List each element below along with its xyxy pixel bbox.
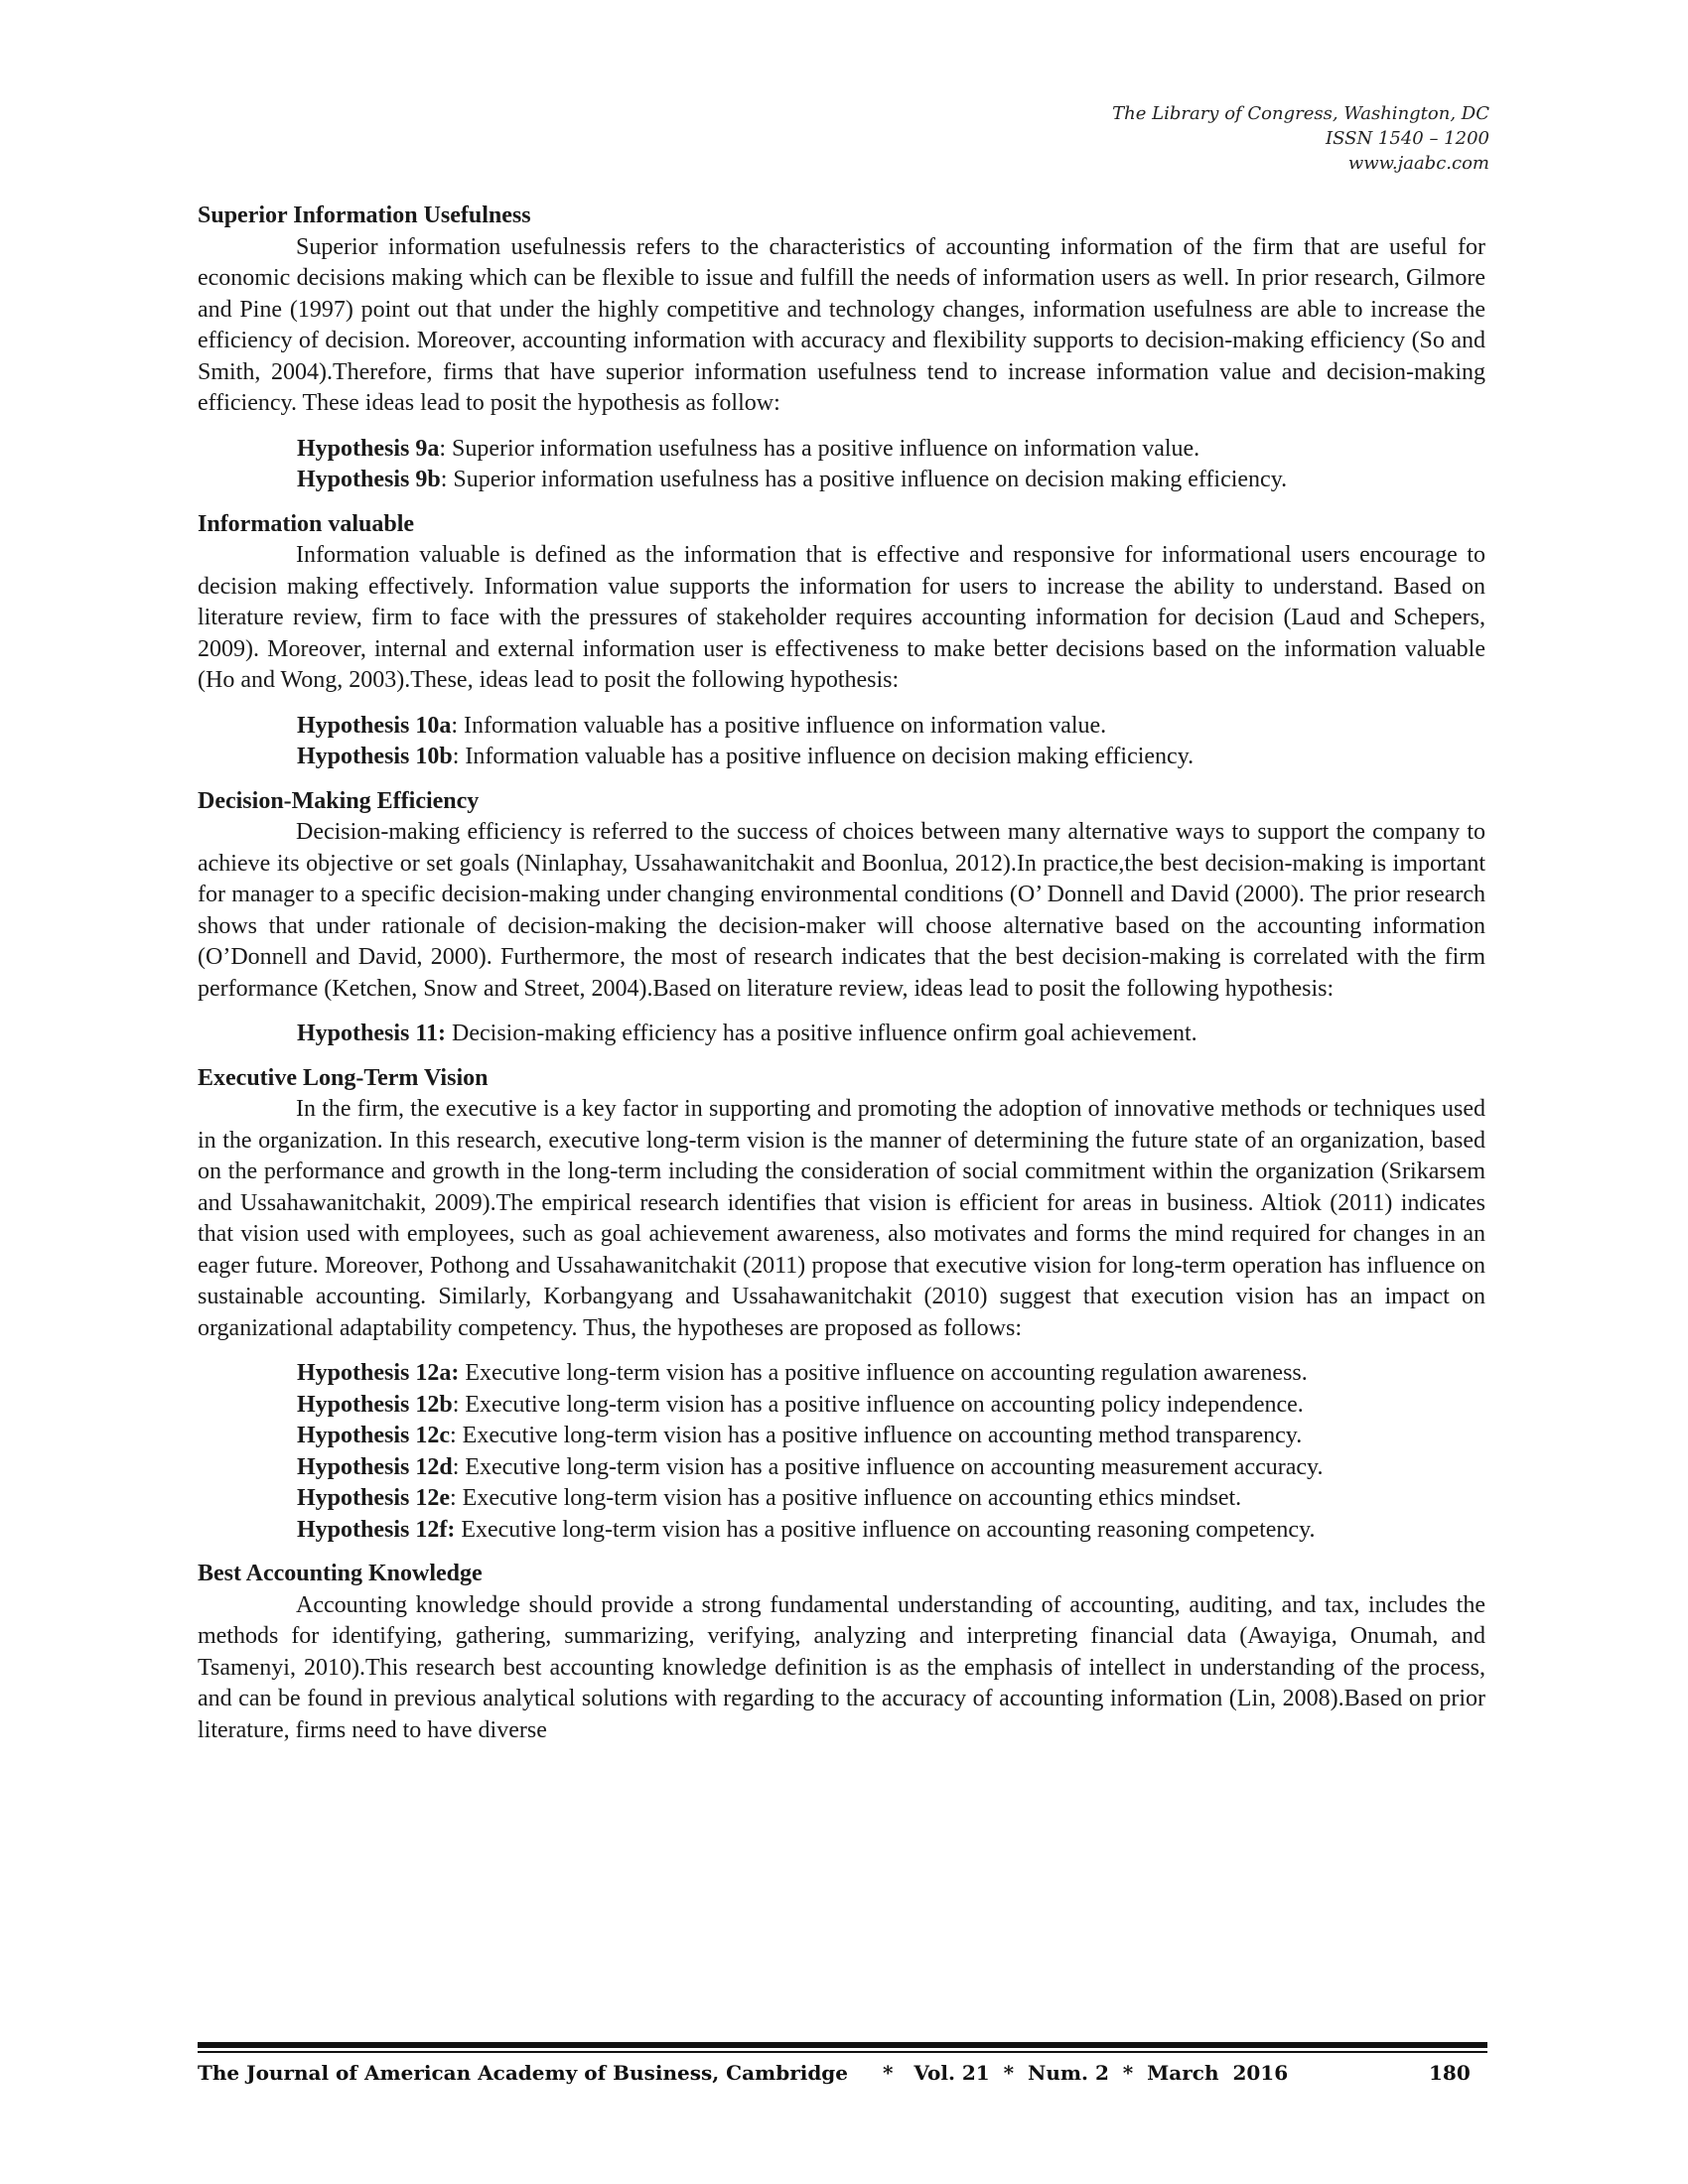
section-paragraph: Superior information usefulnessis refers to the characteristics of accounting information of the firm that are useful for economic decisions making which can be flexible to issue and fulfill the needs of information users as well. In prior research, Gilmore and Pine (1997) point out that under the highly competitive and technology changes, information usefulness are able to increase the efficiency of decision. Moreover, accounting information with accuracy and flexibility supports to decision-making efficiency (So and Smith, 2004).Therefore, firms that have superior information usefulness tend to increase information value and decision-making efficiency. These ideas lead to posit the hypothesis as follow: <box>198 233 1485 416</box>
hypothesis-label: Hypothesis 10a <box>297 712 452 739</box>
section-paragraph: Information valuable is defined as the information that is effective and responsive for informational users encourage to decision making effectively. Information value supports the information for users to increase the ability to understand. Based on literature review, firm to face with the pressures of stakeholder requires accounting information for decision (Laud and Schepers, 2009). Moreover, internal and external information user is effectiveness to make better decisions based on the information valuable (Ho and Wong, 2003).These, ideas lead to posit the following hypothesis: <box>198 542 1485 693</box>
hypothesis-item <box>198 1358 1485 1390</box>
section-heading: Best Accounting Knowledge <box>198 1561 483 1586</box>
hypothesis-label: Hypothesis 12a: <box>297 1360 460 1386</box>
running-footer <box>198 2058 1487 2088</box>
section-information-valuable <box>198 509 1485 773</box>
hypothesis-item <box>198 711 1485 743</box>
section-heading: Superior Information Usefulness <box>198 203 531 228</box>
hypothesis-list <box>198 1358 1485 1546</box>
hypothesis-label: Hypothesis 12c <box>297 1423 451 1448</box>
section-heading: Executive Long-Term Vision <box>198 1064 489 1091</box>
hypothesis-text: : Information valuable has a positive influence on decision making efficiency. <box>452 744 1195 769</box>
hypothesis-list <box>198 434 1485 496</box>
hypothesis-item <box>198 1390 1485 1422</box>
hypothesis-text: Decision-making efficiency has a positive influence onfirm goal achievement. <box>446 1021 1197 1046</box>
section-superior-information-usefulness <box>198 201 1485 496</box>
hypothesis-text: : Superior information usefulness has a positive influence on information value. <box>439 435 1200 462</box>
header-library: The Library of Congress, Washington, DC <box>1112 103 1489 124</box>
hypothesis-list <box>198 711 1485 773</box>
hypothesis-item <box>198 434 1485 466</box>
hypothesis-list <box>198 1019 1485 1050</box>
section-paragraph: In the firm, the executive is a key factor in supporting and promoting the adoption of innovative methods or techniques used in the organization. In this research, executive long-term vision is the manner of determining the future state of an organization, based on the performance and growth in the long-term including the consideration of social commitment within the organization (Srikarsem and Ussahawanitchakit, 2009).The empirical research identifies that vision is efficient for areas in business. Altiok (2011) indicates that vision used with employees, such as goal achievement awareness, also motivates and forms the mind required for changes in an eager future. Moreover, Pothong and Ussahawanitchakit (2011) propose that executive vision for long-term operation has influence on sustainable accounting. Similarly, Korbangyang and Ussahawanitchakit (2010) suggest that execution vision has an impact on organizational adaptability competency. Thus, the hypotheses are proposed as follows: <box>198 1096 1485 1341</box>
hypothesis-text: : Executive long-term vision has a positive influence on accounting policy independence. <box>452 1391 1304 1418</box>
hypothesis-item <box>198 742 1485 773</box>
hypothesis-item <box>198 1483 1485 1515</box>
hypothesis-text: : Superior information usefulness has a positive influence on decision making efficiency. <box>440 467 1288 492</box>
hypothesis-label: Hypothesis 9b <box>297 467 441 492</box>
hypothesis-label: Hypothesis 11: <box>297 1021 447 1046</box>
hypothesis-label: Hypothesis 12f: <box>297 1516 456 1543</box>
hypothesis-text: Executive long-term vision has a positive influence on accounting regulation awareness. <box>459 1360 1308 1386</box>
footer-journal-title: The Journal of American Academy of Business, Cambridge <box>198 2061 849 2085</box>
header-website: www.jaabc.com <box>1347 153 1489 174</box>
section-heading: Information valuable <box>198 510 415 537</box>
page-number: 180 <box>1429 2061 1471 2085</box>
hypothesis-label: Hypothesis 12b <box>297 1391 453 1418</box>
hypothesis-item <box>198 465 1485 496</box>
header-issn: ISSN 1540 – 1200 <box>1326 128 1489 149</box>
hypothesis-text: : Executive long-term vision has a positive influence on accounting method transparency. <box>450 1423 1303 1448</box>
section-decision-making-efficiency <box>198 786 1485 1050</box>
section-executive-long-term-vision <box>198 1063 1485 1547</box>
section-paragraph: Accounting knowledge should provide a strong fundamental understanding of accounting, auditing, and tax, includes the methods for identifying, gathering, summarizing, verifying, analyzing and interpreting financial data (Awayiga, Onumah, and Tsamenyi, 2010).This research best accounting knowledge definition is as the emphasis of intellect in understanding of the process, and can be found in previous analytical solutions with regarding to the accuracy of accounting information (Lin, 2008).Based on prior literature, firms need to have diverse <box>198 1591 1485 1743</box>
hypothesis-item <box>198 1421 1485 1452</box>
hypothesis-label: Hypothesis 9a <box>297 435 440 462</box>
footer-rule-thick <box>198 2042 1487 2048</box>
hypothesis-label: Hypothesis 10b <box>297 744 453 769</box>
footer-issue-info: * Vol. 21 * Num. 2 * March 2016 <box>883 2061 1289 2085</box>
hypothesis-item <box>198 1452 1485 1484</box>
hypothesis-text: : Executive long-term vision has a positive influence on accounting measurement accuracy. <box>452 1453 1324 1480</box>
section-heading: Decision-Making Efficiency <box>198 787 480 814</box>
hypothesis-text: Executive long-term vision has a positive influence on accounting reasoning competency. <box>455 1516 1316 1543</box>
hypothesis-label: Hypothesis 12d <box>297 1453 453 1480</box>
article-body <box>198 201 1485 1759</box>
hypothesis-item <box>198 1515 1485 1547</box>
section-paragraph: Decision-making efficiency is referred to the success of choices between many alternative ways to support the company to achieve its objective or set goals (Ninlaphay, Ussahawanitchakit and Boonlua, 2012).In practice,the best decision-making is important for manager to a specific decision-making under changing environmental conditions (O’ Donnell and David (2000). The prior research shows that under rationale of decision-making the decision-maker will choose alternative based on the accounting information (O’Donnell and David, 2000). Furthermore, the most of research indicates that the best decision-making is correlated with the firm performance (Ketchen, Snow and Street, 2004).Based on literature review, ideas lead to posit the following hypothesis: <box>198 819 1485 1002</box>
hypothesis-text: : Executive long-term vision has a positive influence on accounting ethics mindset. <box>450 1485 1242 1511</box>
hypothesis-label: Hypothesis 12e <box>297 1485 451 1511</box>
section-best-accounting-knowledge <box>198 1559 1485 1746</box>
hypothesis-item <box>198 1019 1485 1050</box>
hypothesis-text: : Information valuable has a positive influence on information value. <box>451 712 1107 739</box>
running-header <box>1112 101 1489 176</box>
footer-rule-thin <box>198 2051 1487 2053</box>
